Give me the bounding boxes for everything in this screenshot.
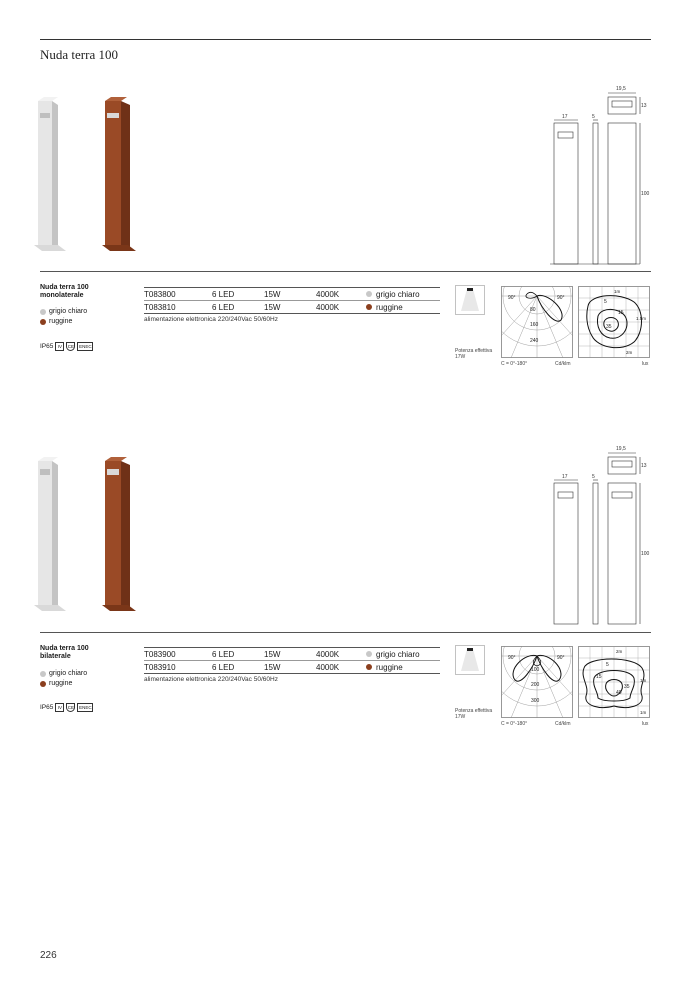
color-option xyxy=(40,670,87,677)
rust-bollard-image xyxy=(102,97,136,251)
dim-width: 17 xyxy=(562,114,568,120)
polar-legend: C = 0°-180° xyxy=(501,721,528,727)
polar-ring-label: 100 xyxy=(531,667,540,673)
iso-dist-bottom: 2m xyxy=(626,350,633,355)
light-distribution-icon xyxy=(455,645,485,675)
product-code: T083900 xyxy=(144,648,212,661)
finish: grigio chiaro xyxy=(366,648,440,661)
iso-level-label: 15 xyxy=(618,310,624,316)
color-swatch xyxy=(40,681,46,687)
polar-ring-label: 160 xyxy=(530,322,539,328)
wattage: 15W xyxy=(264,661,316,674)
color-temperature: 4000K xyxy=(316,301,366,314)
isolux-unit: lux xyxy=(642,721,649,727)
finish: ruggine xyxy=(366,661,440,674)
color-option xyxy=(40,680,72,687)
polar-ring-label: 300 xyxy=(531,698,540,704)
power-value: 17W xyxy=(455,354,466,360)
product-section-bilaterale xyxy=(0,360,700,727)
ce-icon: CE xyxy=(67,705,74,710)
color-option xyxy=(40,308,87,315)
section-rule xyxy=(40,271,651,272)
product-code: T083800 xyxy=(144,288,212,301)
isolux-diagram xyxy=(578,646,650,718)
certification-row xyxy=(40,342,93,351)
polar-unit: Cd/klm xyxy=(555,361,571,367)
enec-icon: ENEC xyxy=(79,344,92,349)
iso-dist-right: 1.5m xyxy=(636,316,647,321)
power-value: 17W xyxy=(455,714,466,720)
product-name-line-2: bilaterale xyxy=(40,653,71,660)
product-name-line-1: Nuda terra 100 xyxy=(40,645,89,652)
class-icon: IV xyxy=(55,703,64,712)
table-row xyxy=(144,661,440,674)
polar-ring-label: 200 xyxy=(531,682,540,688)
finish-swatch xyxy=(366,304,372,310)
isolux-diagram xyxy=(578,286,650,358)
iso-level-label: 15 xyxy=(596,674,602,680)
electronics-info: alimentazione elettronica 220/240Vac 50/60Hz xyxy=(144,676,278,683)
color-temperature: 4000K xyxy=(316,288,366,301)
iso-level-label: 35 xyxy=(624,684,630,690)
iso-dist-right: 1m xyxy=(640,678,647,683)
electronics-info: alimentazione elettronica 220/240Vac 50/60Hz xyxy=(144,316,278,323)
polar-unit: Cd/klm xyxy=(555,721,571,727)
rust-bollard-image xyxy=(102,457,136,611)
polar-legend: C = 0°-180° xyxy=(501,361,528,367)
dim-depth: 5 xyxy=(592,114,595,120)
page-title: Nuda terra 100 xyxy=(40,47,118,62)
color-swatch xyxy=(40,319,46,325)
finish: grigio chiaro xyxy=(366,288,440,301)
isolux-unit: lux xyxy=(642,361,649,367)
table-row xyxy=(144,648,440,661)
spec-table xyxy=(144,647,440,674)
finish-swatch xyxy=(366,291,372,297)
enec-icon: ENEC xyxy=(79,705,92,710)
power-label: Potenza effettiva xyxy=(455,348,493,354)
led-count: 6 LED xyxy=(212,661,264,674)
iso-level-label: 40 xyxy=(616,690,622,696)
product-name-line-2: monolaterale xyxy=(40,292,84,299)
dimension-drawing xyxy=(550,80,660,270)
color-label: ruggine xyxy=(49,318,73,325)
dim-height: 100 xyxy=(641,551,650,557)
product-photos xyxy=(30,95,140,260)
polar-angle-right: 90° xyxy=(557,295,565,301)
power-label: Potenza effettiva xyxy=(455,708,493,714)
product-code: T083910 xyxy=(144,661,212,674)
iso-dist-top: 2m xyxy=(616,649,623,654)
wattage: 15W xyxy=(264,288,316,301)
iso-level-label: 35 xyxy=(606,324,612,330)
spec-table xyxy=(144,287,440,314)
product-section-monolaterale xyxy=(0,0,700,367)
iso-level-label: 5 xyxy=(604,299,607,305)
color-swatch xyxy=(40,671,46,677)
product-photos xyxy=(30,455,140,620)
polar-ring-label: 80 xyxy=(530,307,536,313)
polar-angle-left: 90° xyxy=(508,655,516,661)
color-option xyxy=(40,318,72,325)
polar-angle-left: 90° xyxy=(508,295,516,301)
polar-diagram xyxy=(501,286,573,358)
polar-diagram xyxy=(501,646,573,718)
dimension-drawing xyxy=(550,440,660,630)
ce-icon: CE xyxy=(67,344,74,349)
product-code: T083810 xyxy=(144,301,212,314)
iso-dist-bottom: 1m xyxy=(640,710,647,715)
product-name-line-1: Nuda terra 100 xyxy=(40,284,89,291)
grey-bollard-image xyxy=(34,457,66,611)
class-icon: IV xyxy=(55,342,64,351)
led-count: 6 LED xyxy=(212,301,264,314)
ip-rating: IP65 xyxy=(40,704,54,711)
wattage: 15W xyxy=(264,648,316,661)
finish: ruggine xyxy=(366,301,440,314)
ip-rating: IP65 xyxy=(40,343,54,350)
certification-row xyxy=(40,703,93,712)
polar-ring-label: 240 xyxy=(530,338,539,344)
table-row xyxy=(144,301,440,314)
dim-top-height: 13 xyxy=(641,103,647,109)
led-count: 6 LED xyxy=(212,648,264,661)
finish-swatch xyxy=(366,664,372,670)
color-label: ruggine xyxy=(49,680,73,687)
dim-top-width: 19,5 xyxy=(616,86,626,92)
color-temperature: 4000K xyxy=(316,661,366,674)
iso-level-label: 5 xyxy=(606,662,609,668)
color-swatch xyxy=(40,309,46,315)
color-label: grigio chiaro xyxy=(49,308,88,315)
wattage: 15W xyxy=(264,301,316,314)
color-label: grigio chiaro xyxy=(49,670,88,677)
dim-depth: 5 xyxy=(592,474,595,480)
dim-width: 17 xyxy=(562,474,568,480)
dim-top-height: 13 xyxy=(641,463,647,469)
product-name xyxy=(40,645,135,661)
light-distribution-icon xyxy=(455,285,485,315)
color-temperature: 4000K xyxy=(316,648,366,661)
dim-top-width: 19,5 xyxy=(616,446,626,452)
led-count: 6 LED xyxy=(212,288,264,301)
product-name xyxy=(40,284,135,300)
power-info xyxy=(455,348,492,360)
table-row xyxy=(144,288,440,301)
page-number: 226 xyxy=(40,950,57,961)
grey-bollard-image xyxy=(34,97,66,251)
section-rule xyxy=(40,632,651,633)
power-info xyxy=(455,708,492,720)
dim-height: 100 xyxy=(641,191,650,197)
polar-angle-right: 90° xyxy=(557,655,565,661)
iso-dist-top: 1m xyxy=(614,289,621,294)
finish-swatch xyxy=(366,651,372,657)
